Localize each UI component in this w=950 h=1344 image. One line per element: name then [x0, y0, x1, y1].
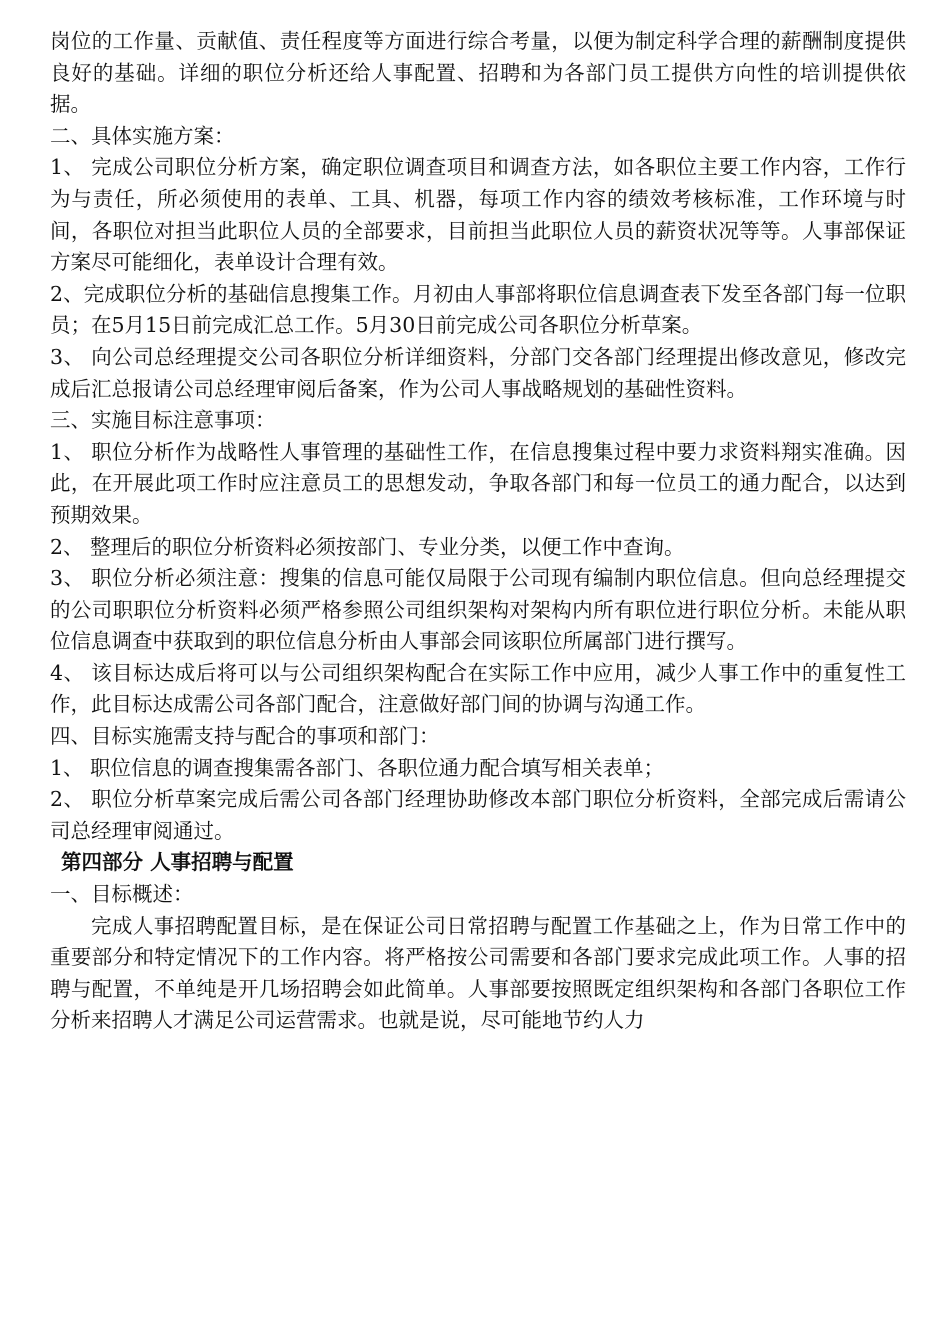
section-heading-implementation-plan: 二、具体实施方案： [50, 123, 235, 148]
list-item-note-4: 4、 该目标达成后将可以与公司组织架构配合在实际工作中应用，减少人事工作中的重复性工作，此目标达成需公司各部门配合，注意做好部门间的协调与沟通工作。 [50, 660, 906, 717]
section-heading-overview: 一、目标概述： [50, 882, 194, 907]
list-item-plan-1: 1、 完成公司职位分析方案，确定职位调查项目和调查方法，如各职位主要工作内容，工作行为与责任，所必须使用的表单、工具、机器，每项工作内容的绩效考核标准，工作环境与时间，各职位对担当此职位人员的全部要求，目前担当此职位人员的薪资状况等等。人事部保证方案尽可能细化，表单设计合理有效。 [50, 155, 906, 275]
list-item-note-2: 2、 整理后的职位分析资料必须按部门、专业分类，以便工作中查询。 [50, 534, 685, 559]
paragraph-overview-body: 完成人事招聘配置目标，是在保证公司日常招聘与配置工作基础之上，作为日常工作中的重要部分和特定情况下的工作内容。将严格按公司需要和各部门要求完成此项工作。人事的招聘与配置，不单纯是开几场招聘会如此简单。人事部要按照既定组织架构和各部门各职位工作分析来招聘人才满足公司运营需求。也就是说，尽可能地节约人力 [50, 913, 906, 1033]
part-heading-recruitment: 第四部分 人事招聘与配置 [61, 850, 294, 875]
list-item-support-1: 1、 职位信息的调查搜集需各部门、各职位通力配合填写相关表单； [50, 755, 665, 780]
list-item-plan-2: 2、完成职位分析的基础信息搜集工作。月初由人事部将职位信息调查表下发至各部门每一位职员；在5月15日前完成汇总工作。5月30日前完成公司各职位分析草案。 [50, 281, 906, 338]
section-heading-support: 四、目标实施需支持与配合的事项和部门： [50, 724, 440, 749]
paragraph-intro-continuation: 岗位的工作量、贡献值、责任程度等方面进行综合考量，以便为制定科学合理的薪酬制度提供良好的基础。详细的职位分析还给人事配置、招聘和为各部门员工提供方向性的培训提供依据。 [50, 29, 906, 117]
list-item-note-1: 1、 职位分析作为战略性人事管理的基础性工作，在信息搜集过程中要力求资料翔实准确。因此，在开展此项工作时应注意员工的思想发动，争取各部门和每一位员工的通力配合，以达到预期效果。 [50, 439, 906, 527]
list-item-support-2: 2、 职位分析草案完成后需公司各部门经理协助修改本部门职位分析资料，全部完成后需请公司总经理审阅通过。 [50, 787, 906, 843]
list-item-plan-3: 3、 向公司总经理提交公司各职位分析详细资料，分部门交各部门经理提出修改意见，修改完成后汇总报请公司总经理审阅后备案，作为公司人事战略规划的基础性资料。 [50, 344, 906, 401]
list-item-note-3: 3、 职位分析必须注意：搜集的信息可能仅局限于公司现有编制内职位信息。但向总经理提交的公司职职位分析资料必须严格参照公司组织架构对架构内所有职位进行职位分析。未能从职位信息调查中获取到的职位信息分析由人事部会同该职位所属部门进行撰写。 [50, 566, 906, 654]
section-heading-notes: 三、实施目标注意事项： [50, 408, 276, 433]
